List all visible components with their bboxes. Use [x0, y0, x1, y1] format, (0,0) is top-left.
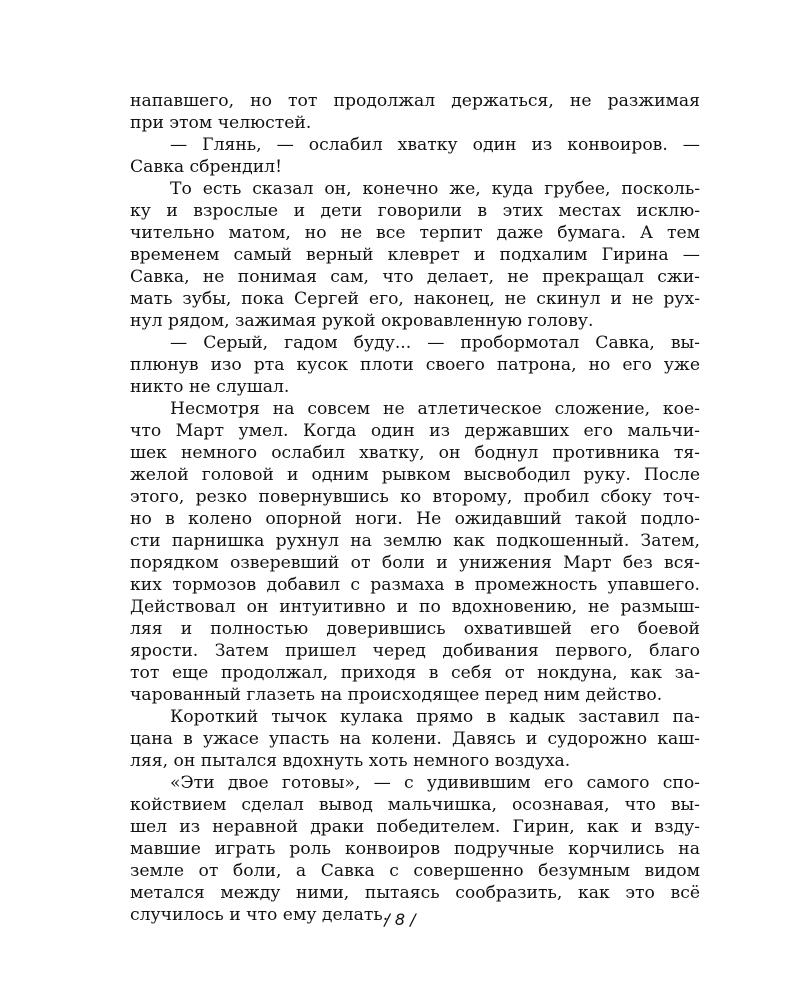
text-line: желой головой и одним рывком высвободил руку. После: [130, 465, 700, 485]
page-number: / 8 /: [384, 910, 416, 929]
text-line: Короткий тычок кулака прямо в кадык заставил па-: [170, 707, 700, 727]
text-line: этого, резко повернувшись ко второму, пробил сбоку точ-: [130, 487, 700, 507]
text-line: койствием сделал вывод мальчишка, осознавая, что вы-: [130, 795, 700, 815]
text-line: чительно матом, но не все терпит даже бумага. А тем: [130, 223, 700, 243]
text-line: цана в ужасе упасть на колени. Давясь и судорожно каш-: [130, 729, 700, 749]
text-line: сти парнишка рухнул на землю как подкошенный. Затем,: [130, 531, 700, 551]
text-line: ких тормозов добавил с размаха в промежность упавшего.: [130, 575, 700, 595]
text-line: временем самый верный клеврет и подхалим Гирина —: [130, 245, 700, 265]
text-line: напавшего, но тот продолжал держаться, не разжимая: [130, 91, 700, 111]
page-body-text: [130, 90, 700, 926]
text-line: ярости. Затем пришел черед добивания первого, благо: [130, 641, 700, 661]
text-line: ляя и полностью доверившись охватившей его боевой: [130, 619, 700, 639]
text-line: тот еще продолжал, приходя в себя от нокдуна, как за-: [130, 663, 700, 683]
text-line: «Эти двое готовы», — с удивившим его самого спо-: [170, 773, 700, 793]
text-line: нул рядом, зажимая рукой окровавленную голову.: [130, 311, 594, 331]
text-line: при этом челюстей.: [130, 113, 312, 133]
text-line: метался между ними, пытаясь сообразить, как это всё: [130, 883, 700, 903]
text-line: ляя, он пытался вдохнуть хоть немного воздуха.: [130, 751, 571, 771]
text-line: что Март умел. Когда один из державших его мальчи-: [130, 421, 700, 441]
text-line: мать зубы, пока Сергей его, наконец, не скинул и не рух-: [130, 289, 700, 309]
text-line: Савка, не понимая сам, что делает, не прекращал сжи-: [130, 267, 700, 287]
text-line: земле от боли, а Савка с совершенно безумным видом: [130, 861, 700, 881]
text-line: — Глянь, — ослабил хватку один из конвоиров. —: [170, 135, 700, 155]
text-line: шек немного ослабил хватку, он боднул противника тя-: [130, 443, 700, 463]
text-line: Действовал он интуитивно и по вдохновению, не размыш-: [130, 597, 700, 617]
text-line: чарованный глазеть на происходящее перед ним действо.: [130, 685, 663, 705]
text-line: плюнув изо рта кусок плоти своего патрона, но его уже: [130, 355, 700, 375]
text-line: Несмотря на совсем не атлетическое сложение, кое-: [170, 399, 700, 419]
text-line: То есть сказал он, конечно же, куда грубее, посколь-: [170, 179, 700, 199]
text-line: случилось и что ему делать.: [130, 905, 389, 925]
text-line: ку и взрослые и дети говорили в этих местах исклю-: [130, 201, 700, 221]
text-line: мавшие играть роль конвоиров подручные корчились на: [130, 839, 700, 859]
text-line: шел из неравной драки победителем. Гирин, как и взду-: [130, 817, 700, 837]
text-line: никто не слушал.: [130, 377, 290, 397]
text-line: Савка сбрендил!: [130, 157, 282, 177]
text-line: — Серый, гадом буду... — пробормотал Савка, вы-: [170, 333, 700, 353]
text-line: порядком озверевший от боли и унижения Март без вся-: [130, 553, 700, 573]
text-line: но в колено опорной ноги. Не ожидавший такой подло-: [130, 509, 700, 529]
